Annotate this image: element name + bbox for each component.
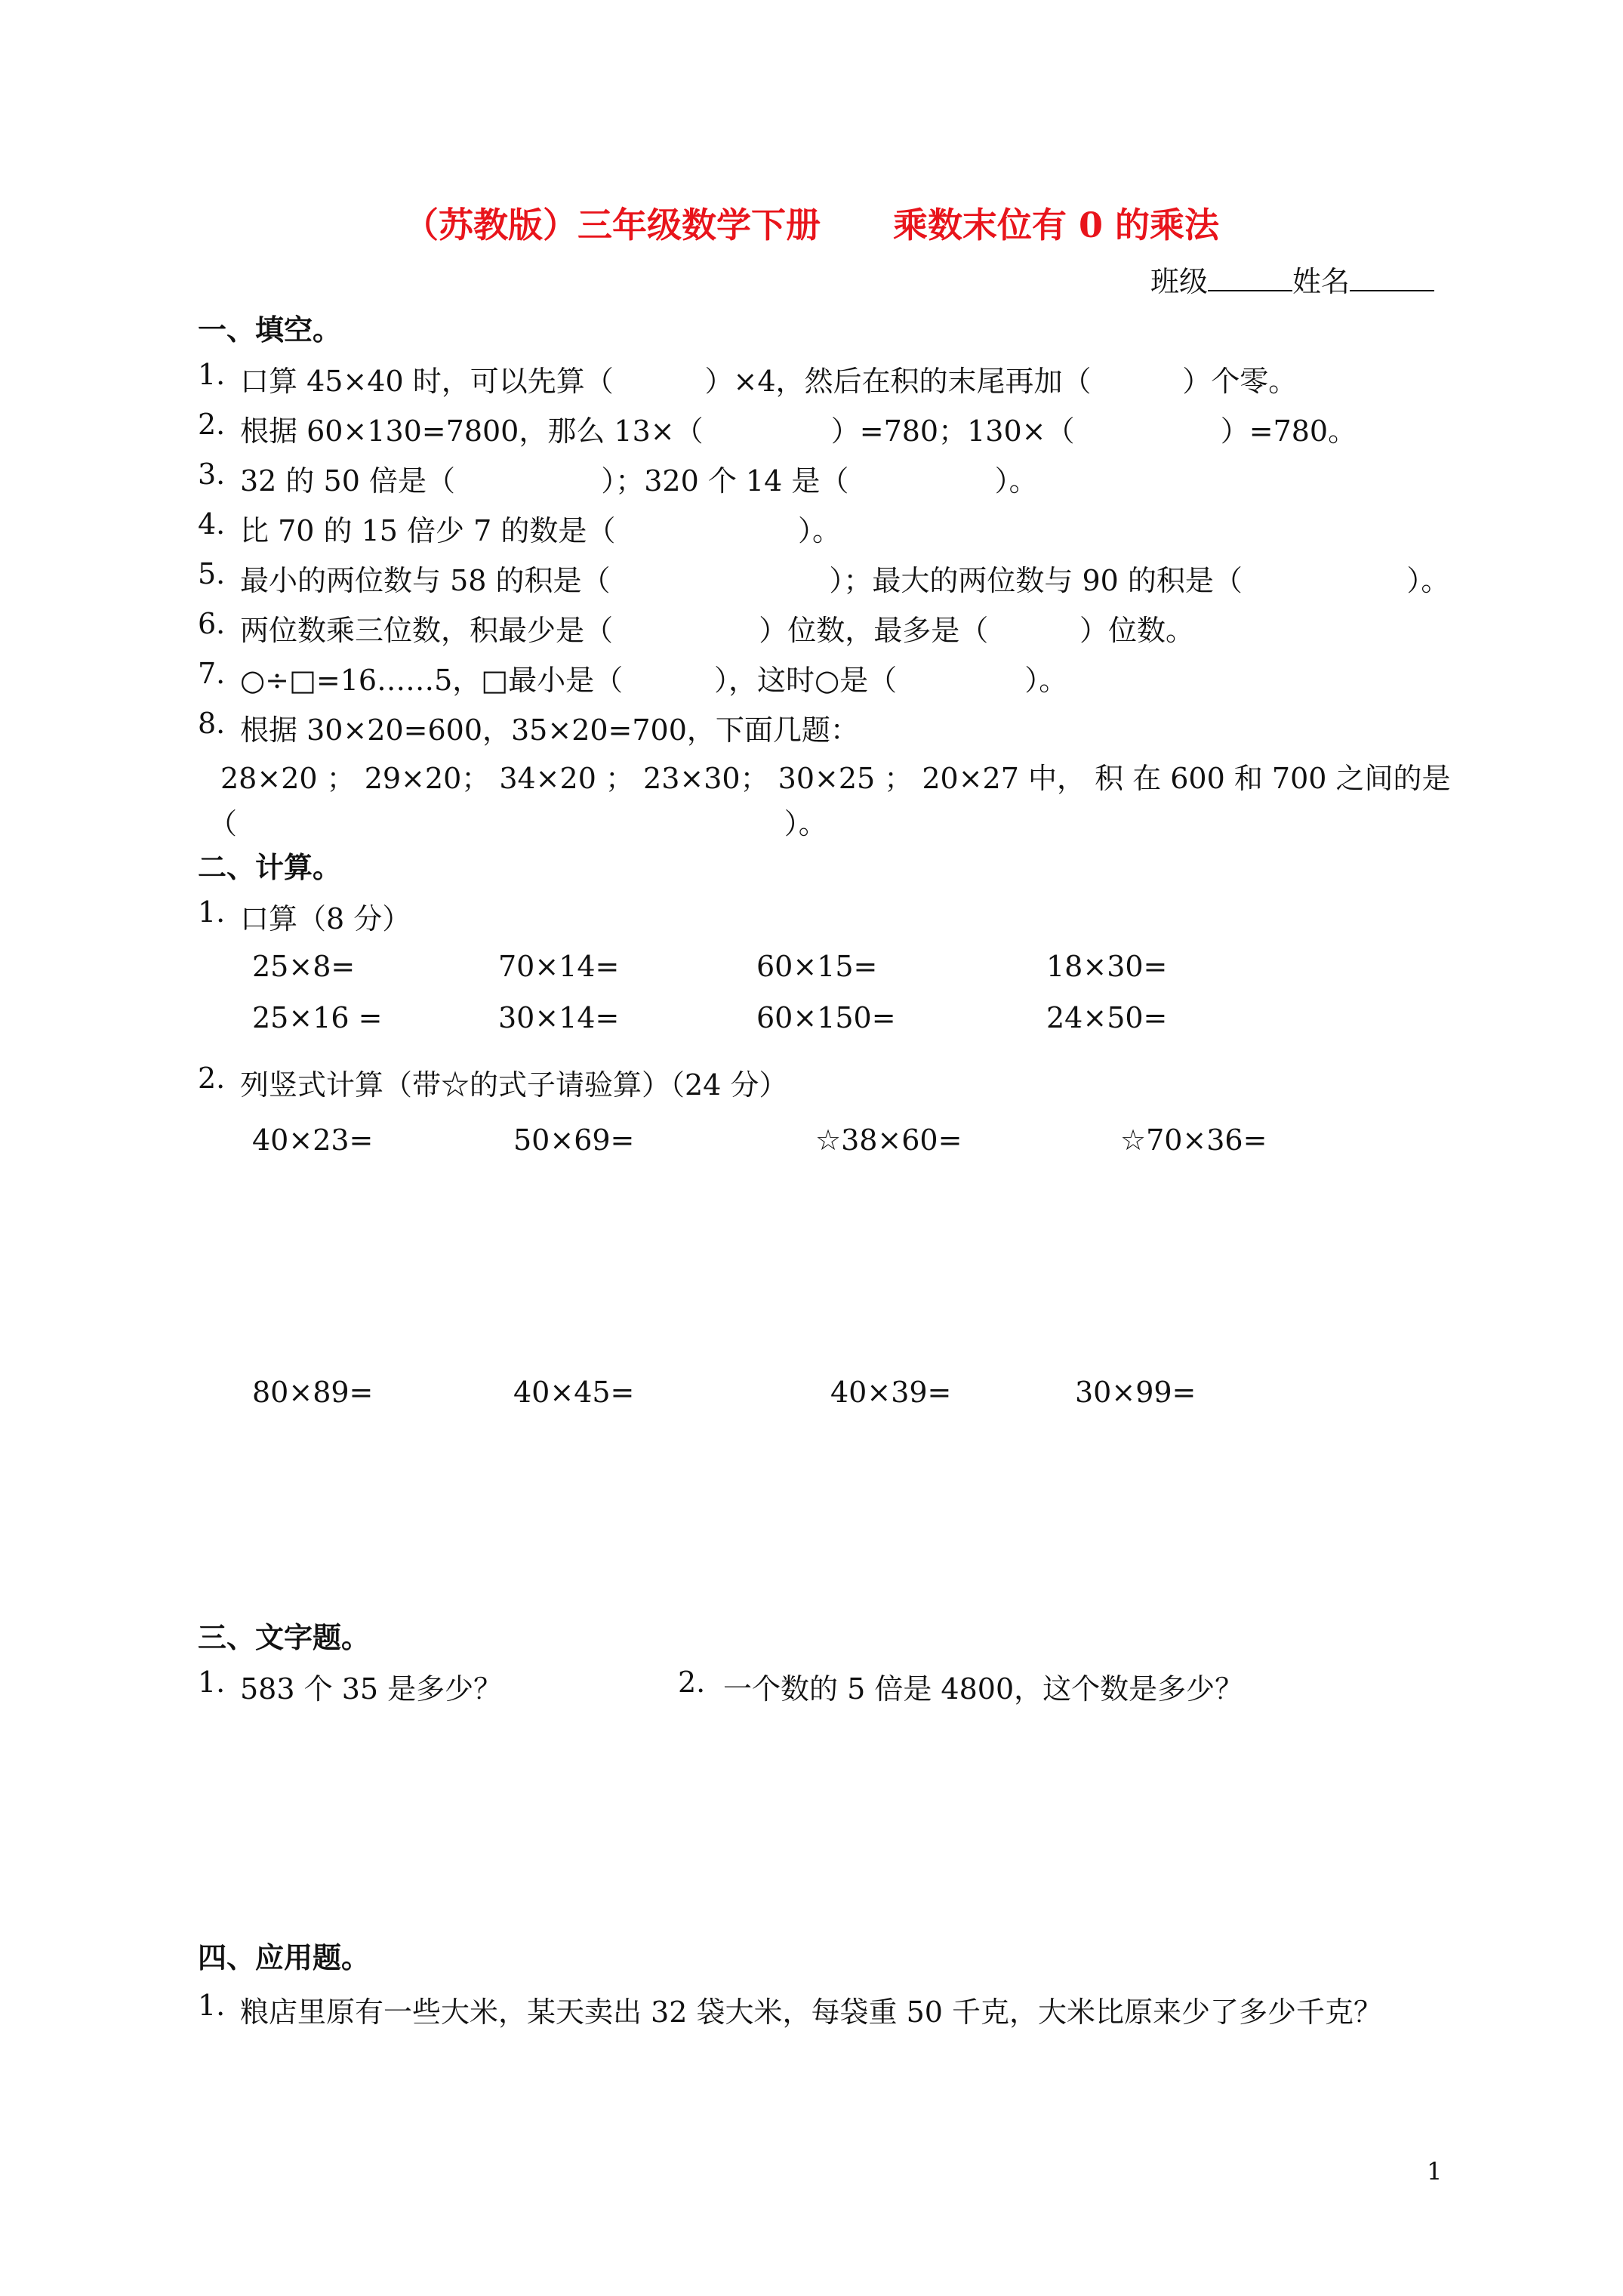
application-problem: 粮店里原有一些大米，某天卖出 32 袋大米，每袋重 50 千克，大米比原来少了多少千克？ [240,1996,1383,2029]
item-number: 4. [198,507,226,541]
item-number: 8. [198,707,226,740]
oral-calc-expression[interactable]: 24×50= [1046,1001,1168,1034]
vertical-calc-expression[interactable]: 40×39= [830,1376,952,1409]
vertical-calc-expression[interactable]: 80×89= [252,1376,374,1409]
oral-calc-expression[interactable]: 30×14= [498,1001,620,1034]
section-heading-fill-blank: 一、填空。 [198,313,342,347]
oral-calc-expression[interactable]: 18×30= [1046,950,1168,983]
fill-blank-question: 比 70 的 15 倍少 7 的数是（ ）。 [240,514,841,547]
item-number: 2. [198,1062,226,1095]
item-number: 2. [678,1666,706,1699]
section-heading-calculation: 二、计算。 [198,850,342,884]
item-number: 5. [198,557,226,590]
oral-calc-expression[interactable]: 25×16 = [252,1001,383,1034]
vertical-calc-expression[interactable]: 40×45= [513,1376,635,1409]
class-name-fields [1150,258,1434,300]
item-number: 2. [198,408,226,441]
name-blank[interactable] [1350,267,1434,291]
fill-blank-question: 两位数乘三位数，积最少是（ ）位数，最多是（ ）位数。 [240,614,1195,647]
page-title: （苏教版）三年级数学下册 乘数末位有 0 的乘法 [403,205,1220,245]
section-heading-application: 四、应用题。 [198,1940,371,1974]
class-label: 班级 [1150,265,1209,298]
item-number: 1. [198,895,226,929]
item-number: 3. [198,458,226,491]
item8-expressions: 28×20 ； 29×20； 34×20 ； 23×30； 30×25 ； 20×27 中， 积 在 600 和 700 之间的是 [220,762,1451,795]
vertical-calc-expression[interactable]: 40×23= [252,1123,374,1157]
item8-answer-blank[interactable]: （ ）。 [208,807,827,840]
item-number: 6. [198,607,226,640]
word-problem: 583 个 35 是多少？ [240,1672,503,1706]
fill-blank-question: ○÷□=16……5，□最小是（ ），这时○是（ ）。 [240,664,1068,697]
oral-calc-expression[interactable]: 60×15= [756,950,878,983]
name-label: 姓名 [1292,265,1350,298]
fill-blank-question: 最小的两位数与 58 的积是（ ）；最大的两位数与 90 的积是（ ）。 [240,564,1450,597]
item-number: 1. [198,1666,226,1699]
item-number: 1. [198,1989,226,2022]
oral-calc-heading: 口算（8 分） [240,902,411,935]
item-number: 1. [198,358,226,391]
class-blank[interactable] [1208,267,1292,291]
vertical-calc-heading: 列竖式计算（带☆的式子请验算）（24 分） [240,1068,788,1102]
fill-blank-question: 口算 45×40 时，可以先算（ ）×4，然后在积的末尾再加（ ）个零。 [240,365,1298,398]
page-number: 1 [1427,2157,1443,2186]
vertical-calc-expression[interactable]: 30×99= [1075,1376,1196,1409]
fill-blank-question: 根据 30×20=600，35×20=700，下面几题： [240,713,859,747]
section-heading-word-problems: 三、文字题。 [198,1620,371,1654]
item-number: 7. [198,657,226,690]
vertical-calc-expression[interactable]: 50×69= [513,1123,635,1157]
vertical-calc-expression[interactable]: ☆70×36= [1120,1123,1267,1157]
fill-blank-question: 根据 60×130=7800，那么 13×（ ）=780；130×（ ）=780。 [240,415,1357,448]
oral-calc-expression[interactable]: 70×14= [498,950,620,983]
oral-calc-expression[interactable]: 25×8= [252,950,356,983]
oral-calc-expression[interactable]: 60×150= [756,1001,896,1034]
word-problem: 一个数的 5 倍是 4800，这个数是多少？ [723,1672,1244,1706]
vertical-calc-expression[interactable]: ☆38×60= [815,1123,962,1157]
fill-blank-question: 32 的 50 倍是（ ）；320 个 14 是（ ）。 [240,464,1038,498]
